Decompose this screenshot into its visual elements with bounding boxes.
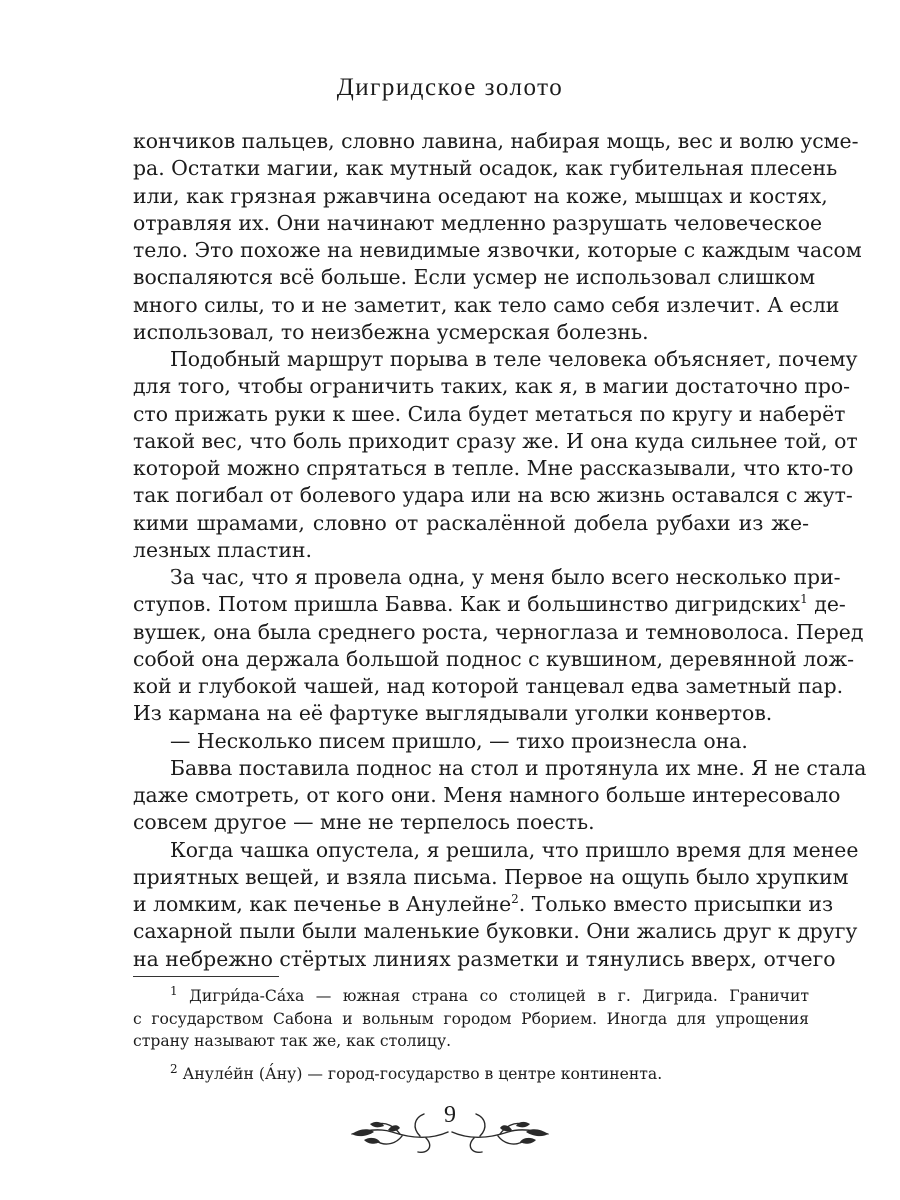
text-line: кими шрамами, словно от раскалённой добела рубахи из же-: [133, 510, 809, 535]
footnote-text: Ануле́йн (А́ну) — город-государство в центре континента.: [177, 1064, 663, 1083]
text-line: вушек, она была среднего роста, черноглаза и темноволоса. Перед: [133, 619, 864, 644]
footnote-mark-1: 1: [800, 592, 808, 607]
footnotes: [133, 985, 809, 1085]
text-line: воспаляются всё больше. Если усмер не использовал слишком: [133, 265, 816, 290]
running-head: Дигридское золото: [336, 74, 564, 101]
text-line: для того, чтобы ограничить таких, как я, в магии достаточно про-: [133, 374, 851, 399]
text-fragment: . Только вместо присыпки из: [518, 892, 834, 916]
footnote-mark-2: 2: [511, 892, 519, 907]
footnote-rule: [133, 976, 279, 977]
text-line: Подобный маршрут порыва в теле человека объясняет, почему: [170, 347, 858, 371]
text-line: совсем другое — мне не терпелось поесть.: [133, 810, 595, 835]
text-line: кой и глубокой чашей, над которой танцевал едва заметный пар.: [133, 674, 844, 698]
text-line: Когда чашка опустела, я решила, что пришло время для менее: [170, 837, 859, 862]
text-line: или, как грязная ржавчина оседают на коже, мышцах и костях,: [133, 183, 828, 208]
text-line: собой она держала большой поднос с кувшином, деревянной лож-: [133, 646, 854, 671]
footnote-line: страну называют так же, как столицу.: [133, 1032, 452, 1050]
text-line: тело. Это похоже на невидимые язвочки, которые с каждым часом: [133, 238, 862, 262]
text-line: Бавва поставила поднос на стол и протянула их мне. Я не стала: [170, 755, 867, 780]
text-line: кончиков пальцев, словно лавина, набирая мощь, вес и волю усме-: [133, 129, 859, 153]
text-line: сахарной пыли были маленькие буковки. Они жались друг к другу: [133, 919, 858, 944]
text-line: много силы, то и не заметит, как тело само себя излечит. А если: [133, 292, 840, 317]
text-line: даже смотреть, от кого они. Меня намного больше интересовало: [133, 783, 841, 807]
footnote-number: 2: [170, 1061, 178, 1076]
text-line: такой вес, что боль приходит сразу же. И она куда сильнее той, от: [133, 428, 858, 453]
page-number: 9: [444, 1102, 456, 1128]
text-line: За час, что я провела одна, у меня было всего несколько при-: [170, 565, 841, 589]
text-fragment: ступов. Потом пришла Бавва. Как и большинство дигридских: [133, 592, 801, 617]
text-line-with-footnote: [133, 591, 846, 618]
text-line: использовал, то неизбежна усмерская болезнь.: [133, 319, 649, 344]
text-line: приятных вещей, и взяла письма. Первое на ощупь было хрупким: [133, 864, 849, 889]
text-line: лезных пластин.: [133, 537, 313, 562]
text-line: которой можно спрятаться в тепле. Мне рассказывали, что кто-то: [133, 456, 854, 480]
text-fragment: де-: [807, 592, 846, 617]
footnote-line: [133, 1063, 809, 1086]
text-line: так погибал от болевого удара или на всю жизнь оставался с жут-: [133, 483, 853, 508]
text-line: сто прижать руки к шее. Сила будет метаться по кругу и наберёт: [133, 401, 846, 426]
footnote-line: [133, 985, 809, 1008]
footnote-number: 1: [170, 983, 178, 998]
text-line: отравляя их. Они начинают медленно разрушать человеческое: [133, 210, 823, 235]
text-line: ра. Остатки магии, как мутный осадок, как губительная плесень: [133, 156, 838, 181]
text-line: на небрежно стёртых линиях разметки и тянулись вверх, отчего: [133, 946, 836, 971]
text-fragment: и ломким, как печенье в Анулейне: [133, 892, 512, 916]
footnote-text: Дигри́да-Са́ха — южная страна со столицей в г. Дигрида. Граничит: [177, 987, 809, 1005]
text-line-with-footnote: [133, 891, 834, 918]
text-line: — Несколько писем пришло, — тихо произнесла она.: [170, 728, 748, 753]
text-line: Из кармана на её фартуке выглядывали уголки конвертов.: [133, 701, 773, 726]
footnote-line: с государством Сабона и вольным городом Рборием. Иногда для упрощения: [133, 1009, 809, 1028]
body-text: [133, 128, 867, 973]
